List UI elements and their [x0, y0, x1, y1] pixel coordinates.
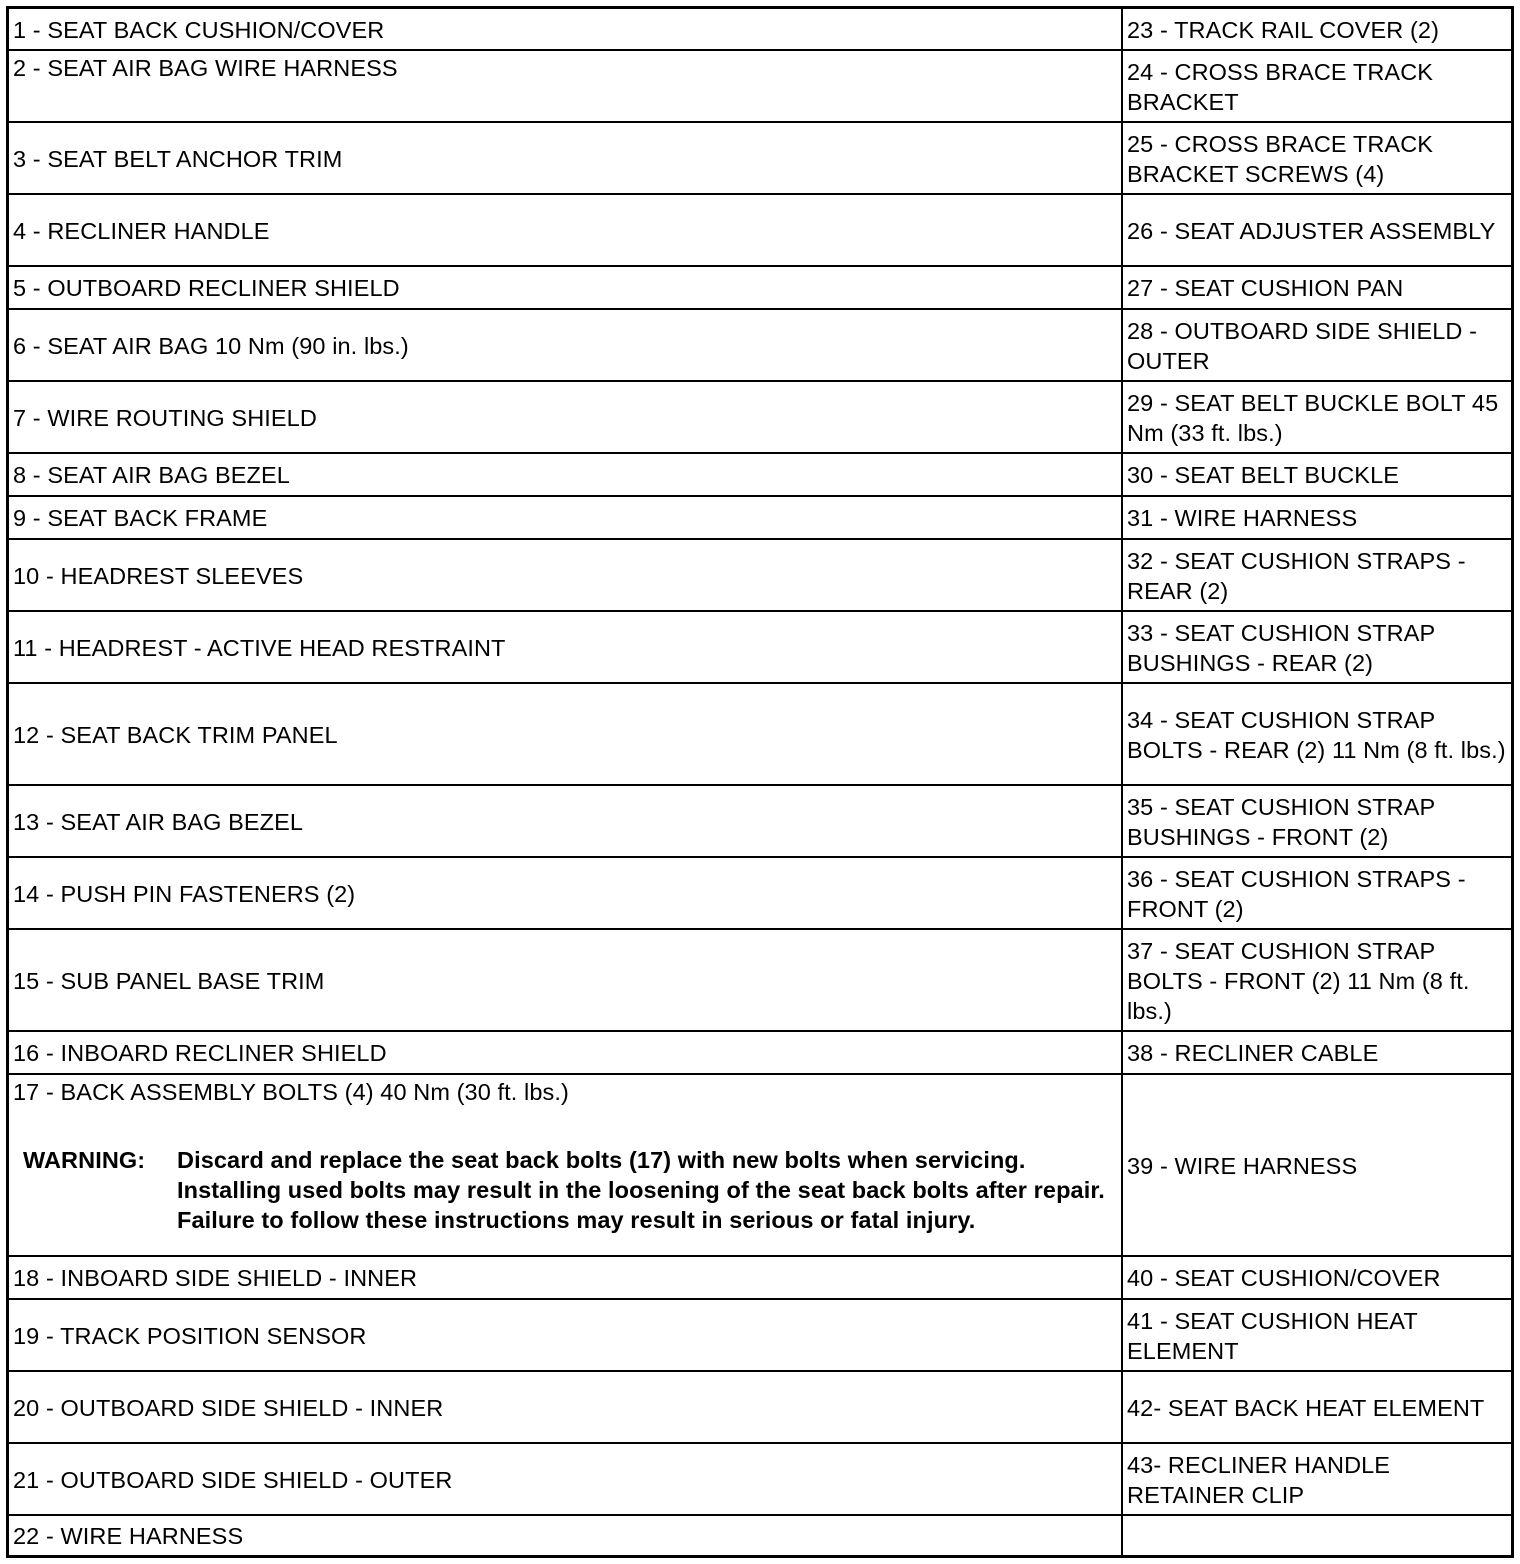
legend-item: 39 - WIRE HARNESS — [1122, 1074, 1513, 1256]
table-row — [8, 1371, 1513, 1443]
legend-item: 2 - SEAT AIR BAG WIRE HARNESS — [8, 50, 1123, 122]
table-row — [8, 266, 1513, 309]
legend-item: 16 - INBOARD RECLINER SHIELD — [8, 1031, 1123, 1074]
table-row — [8, 683, 1513, 785]
table-row — [8, 857, 1513, 929]
legend-item: 31 - WIRE HARNESS — [1122, 496, 1513, 539]
legend-item: 3 - SEAT BELT ANCHOR TRIM — [8, 122, 1123, 194]
legend-item: 34 - SEAT CUSHION STRAP BOLTS - REAR (2) 11 Nm (8 ft. lbs.) — [1122, 683, 1513, 785]
legend-item: 41 - SEAT CUSHION HEAT ELEMENT — [1122, 1299, 1513, 1371]
table-row — [8, 194, 1513, 266]
table-row — [8, 539, 1513, 611]
legend-item: 4 - RECLINER HANDLE — [8, 194, 1123, 266]
table-row — [8, 50, 1513, 122]
legend-item: 1 - SEAT BACK CUSHION/COVER — [8, 8, 1123, 50]
table-row — [8, 496, 1513, 539]
legend-item-text: 17 - BACK ASSEMBLY BOLTS (4) 40 Nm (30 ft. lbs.) — [13, 1078, 569, 1105]
legend-item: 18 - INBOARD SIDE SHIELD - INNER — [8, 1256, 1123, 1299]
legend-item-empty — [1122, 1515, 1513, 1557]
legend-item: 38 - RECLINER CABLE — [1122, 1031, 1513, 1074]
warning-text: Discard and replace the seat back bolts (17) with new bolts when servicing. Installing used bolts may result in the loosening of the seat back bolts after repair. Failure to follow these instructions may result in serious or fatal injury. — [177, 1146, 1105, 1233]
legend-item: 27 - SEAT CUSHION PAN — [1122, 266, 1513, 309]
table-row — [8, 1443, 1513, 1515]
table-row — [8, 1074, 1513, 1256]
legend-item: 12 - SEAT BACK TRIM PANEL — [8, 683, 1123, 785]
legend-item: 6 - SEAT AIR BAG 10 Nm (90 in. lbs.) — [8, 309, 1123, 381]
legend-item: 11 - HEADREST - ACTIVE HEAD RESTRAINT — [8, 611, 1123, 683]
legend-item-with-warning — [8, 1074, 1123, 1256]
legend-item: 42- SEAT BACK HEAT ELEMENT — [1122, 1371, 1513, 1443]
legend-item: 37 - SEAT CUSHION STRAP BOLTS - FRONT (2) 11 Nm (8 ft. lbs.) — [1122, 929, 1513, 1031]
legend-item: 40 - SEAT CUSHION/COVER — [1122, 1256, 1513, 1299]
table-row — [8, 785, 1513, 857]
legend-item: 10 - HEADREST SLEEVES — [8, 539, 1123, 611]
legend-item: 33 - SEAT CUSHION STRAP BUSHINGS - REAR (2) — [1122, 611, 1513, 683]
table-row — [8, 122, 1513, 194]
legend-item: 14 - PUSH PIN FASTENERS (2) — [8, 857, 1123, 929]
table-row — [8, 381, 1513, 453]
warning-label: WARNING: — [23, 1146, 146, 1173]
legend-item: 13 - SEAT AIR BAG BEZEL — [8, 785, 1123, 857]
legend-item: 26 - SEAT ADJUSTER ASSEMBLY — [1122, 194, 1513, 266]
table-row — [8, 611, 1513, 683]
legend-item: 36 - SEAT CUSHION STRAPS - FRONT (2) — [1122, 857, 1513, 929]
table-row — [8, 8, 1513, 50]
table-row — [8, 1515, 1513, 1557]
parts-legend-table — [6, 6, 1514, 1558]
table-row — [8, 453, 1513, 496]
legend-item: 15 - SUB PANEL BASE TRIM — [8, 929, 1123, 1031]
warning-note — [23, 1145, 1117, 1235]
table-row — [8, 929, 1513, 1031]
table-row — [8, 309, 1513, 381]
legend-item: 21 - OUTBOARD SIDE SHIELD - OUTER — [8, 1443, 1123, 1515]
legend-item: 43- RECLINER HANDLE RETAINER CLIP — [1122, 1443, 1513, 1515]
legend-item: 30 - SEAT BELT BUCKLE — [1122, 453, 1513, 496]
legend-item: 9 - SEAT BACK FRAME — [8, 496, 1123, 539]
legend-item: 35 - SEAT CUSHION STRAP BUSHINGS - FRONT (2) — [1122, 785, 1513, 857]
legend-item: 22 - WIRE HARNESS — [8, 1515, 1123, 1557]
legend-item: 20 - OUTBOARD SIDE SHIELD - INNER — [8, 1371, 1123, 1443]
legend-item: 19 - TRACK POSITION SENSOR — [8, 1299, 1123, 1371]
legend-item: 29 - SEAT BELT BUCKLE BOLT 45 Nm (33 ft. lbs.) — [1122, 381, 1513, 453]
table-row — [8, 1031, 1513, 1074]
legend-item: 28 - OUTBOARD SIDE SHIELD - OUTER — [1122, 309, 1513, 381]
legend-item: 7 - WIRE ROUTING SHIELD — [8, 381, 1123, 453]
legend-item: 32 - SEAT CUSHION STRAPS - REAR (2) — [1122, 539, 1513, 611]
legend-item: 24 - CROSS BRACE TRACK BRACKET — [1122, 50, 1513, 122]
table-row — [8, 1299, 1513, 1371]
legend-item: 23 - TRACK RAIL COVER (2) — [1122, 8, 1513, 50]
table-row — [8, 1256, 1513, 1299]
legend-item: 25 - CROSS BRACE TRACK BRACKET SCREWS (4) — [1122, 122, 1513, 194]
legend-item: 5 - OUTBOARD RECLINER SHIELD — [8, 266, 1123, 309]
legend-item: 8 - SEAT AIR BAG BEZEL — [8, 453, 1123, 496]
